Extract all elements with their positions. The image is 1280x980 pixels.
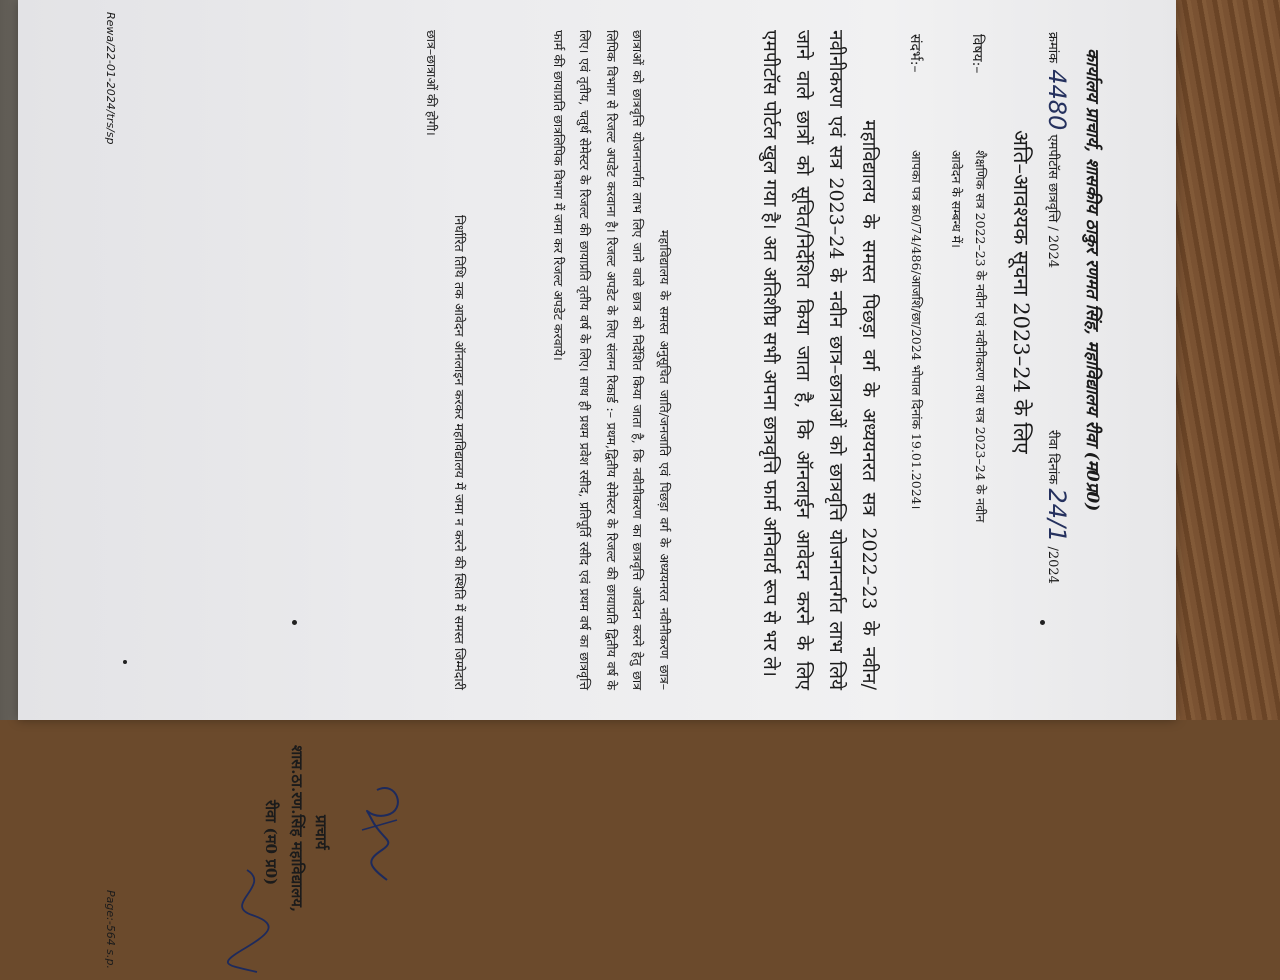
signature-mark [347,770,417,930]
subject-line-2: आवेदन के सम्बन्ध में। [949,150,964,248]
date-handwritten: 24/1 [1043,488,1071,543]
ink-dot [1040,620,1045,625]
ink-dot [292,620,297,625]
footer-right: Page:-564 s.p. [104,890,117,969]
reference-number-line [1043,32,1071,268]
letterhead: कार्यालय प्राचार्य, शासकीय ठाकुर रणमत सिंह, महाविद्यालय रीवा (म0प्र0) [1082,48,1102,512]
reference-text: आपका पत्र क्र0/74/486/आजशि/छा/2024 भोपाल दिनांक 19.01.2024। [909,150,924,510]
footer-left: Rewa/22-01-2024/trs/sp [104,12,117,145]
subject-label: विषय:– [969,34,985,74]
principal-college: शास.ठा.रण.सिंह महाविद्यालय, [288,745,306,913]
paragraph-deadline: निर्धारित तिथि तक आवेदन ऑनलाइन करकर महाविद्यालय में जमा न करने की स्थिति में समस्त जिम्मेदारी छात्र–छात्राओं की होगी। [424,30,467,690]
paper-sheet [18,0,1176,969]
principal-title: प्राचार्य [312,815,330,850]
principal-city: रीवा (म0 प्र0) [262,800,280,886]
notice-title: अति–आवश्यक सूचना 2023–24 के लिए [1009,130,1033,454]
subject-line-1: शैक्षणिक सत्र 2022–23 के नवीन एवं नवीनीकरण तथा सत्र 2023–24 के नवीन [973,150,988,523]
ink-dot [123,660,127,664]
paragraph-main: महाविद्यालय के समस्त पिछड़ा वर्ग के अध्ययनरत सत्र 2022–23 के नवीन/नवीनीकरण एवं सत्र 2023–24 के नवीन छात्र–छात्राओं को छात्रवृत्ति योजनान्तर्गत लाभ लिये जाने वाले छात्रों को सूचित/निर्देशित किया जाता है, कि ऑनलाईन आवेदन करने के लिए एमपीटॉस पोर्टल खुल गया है। अत अतिशीघ्र सभी अपना छात्रवृत्ति फार्म अनिवार्य रूप से भर ले। [759,30,880,690]
notice-page [37,0,1157,969]
ref-number-handwritten: 4480 [1043,69,1071,131]
reference-label: संदर्भ:– [907,34,923,73]
ref-label: क्रमांक [1045,32,1060,64]
date-label: रीवा दिनांक [1045,430,1060,485]
ref-suffix: एमपीटॉस छात्रवृत्ति / 2024 [1045,134,1060,268]
date-line [1043,430,1071,584]
date-year: /2024 [1045,546,1060,584]
paragraph-result-update: महाविद्यालय के समस्त अनुसूचित जाति/जनजाति एवं पिछड़ा वर्ग के अध्ययनरत नवीनीकरण छात्र–छात्राओं को छात्रवृत्ति योजनान्तर्गत लाभ लिए जाने वाले छात्र को निर्देशित किया जाता है, कि नवीनीकरण का छात्रवृत्ति आवेदन करने हेतु छात्र लिपिक विभाग से रिजल्ट अपडेट करवाना है। रिजल्ट अपडेट के लिए संलग्न रिकार्ड :– प्रथम,द्वितीय सेमेस्टर के रिजल्ट की छायाप्रति द्वितीय वर्ष के लिए। एवं तृतीय, चतुर्थ सेमेस्टर के रिजल्ट की छायाप्रति तृतीय वर्ष के लिए। साथ ही प्रथम प्रवेश रसीद, प्रतिपूर्ति रसीद एवं प्रथम वर्ष का छात्रवृत्ति फार्म की छायाप्रति छात्रलिपिक विभाग में जमा कर रिजल्ट अपडेट करवाये। [551,30,672,690]
